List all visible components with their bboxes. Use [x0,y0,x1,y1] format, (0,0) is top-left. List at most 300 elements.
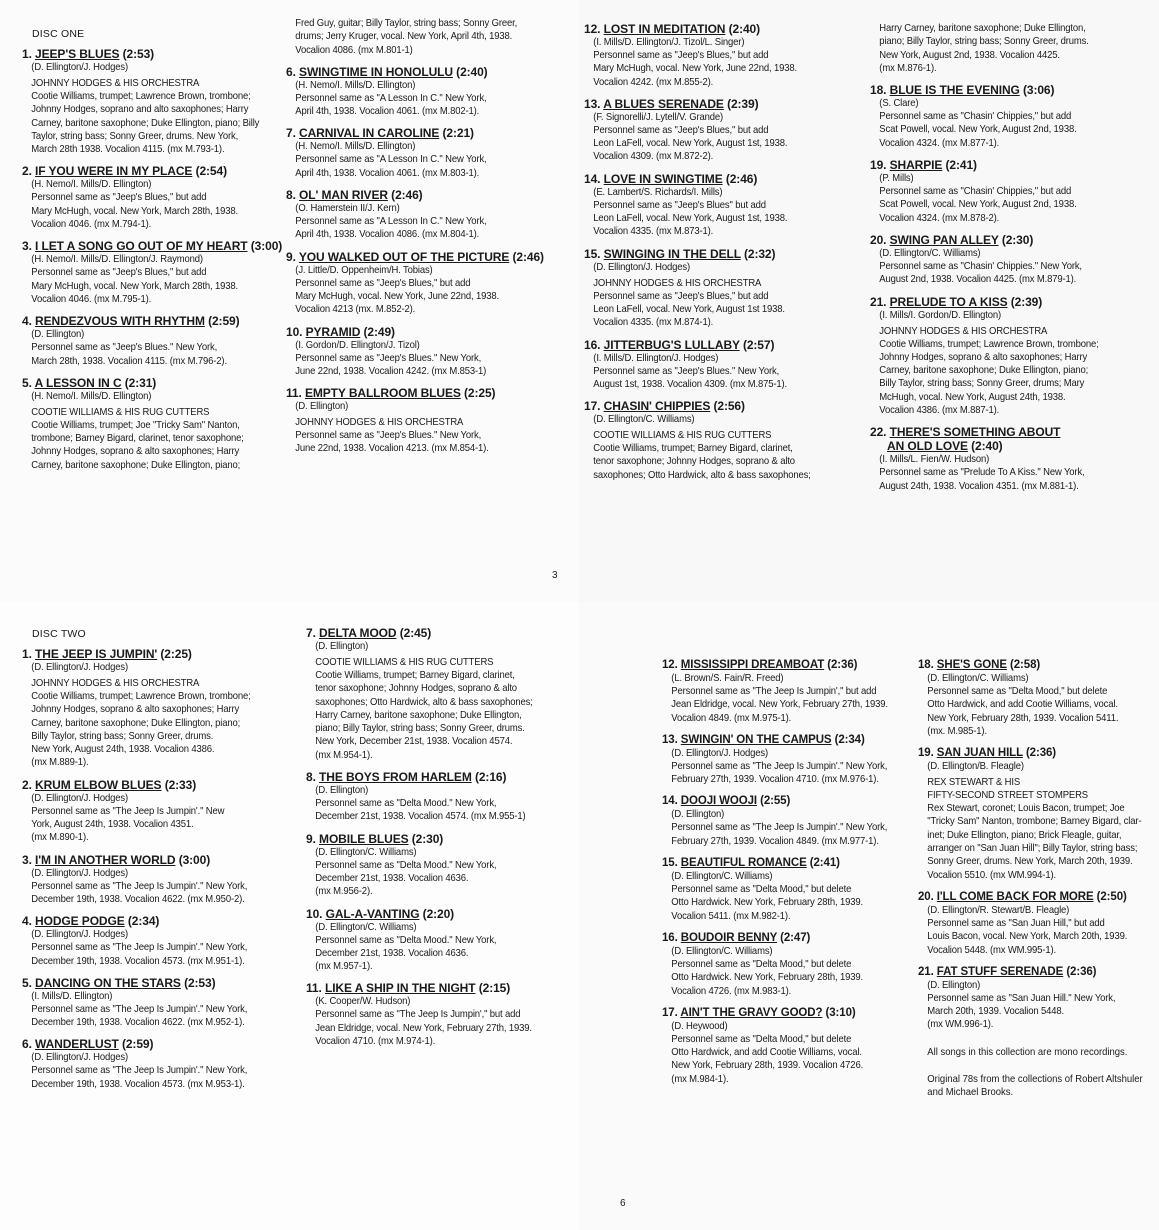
personnel-line: New York, December 21st, 1938. Vocalion 4574. [315,736,513,748]
track-entry [584,97,859,164]
track-entry [584,338,859,392]
composer-credit: (H. Nemo/I. Mills/D. Ellington) [295,79,416,91]
track-title: JITTERBUG'S LULLABY [603,337,740,352]
track-heading [306,770,571,784]
track-details [286,400,572,456]
track-heading [870,425,1150,439]
track-list [918,658,1154,1032]
track-title: HODGE PODGE [35,914,125,929]
personnel-line: Cootie Williams, trumpet; Joe "Tricky Sam" Nanton, [31,419,240,431]
track-duration: (2:40) [728,22,761,36]
track-duration: (2:16) [474,770,507,785]
track-heading [584,247,859,261]
track-details [306,995,581,1048]
track-duration: (2:30) [411,831,444,846]
track-title: WANDERLUST [35,1037,119,1052]
composer-credit: (I. Gordon/D. Ellington/J. Tizol) [295,339,420,351]
personnel-line: Carney, baritone saxophone; Duke Ellington, piano; [879,365,1089,377]
track-details [870,309,1159,418]
track-duration: (2:25) [464,386,496,401]
track-details [22,867,304,907]
personnel-line: Personnel same as "Chasin' Chippies," but add [879,186,1072,198]
track-heading [286,386,561,400]
band-name: JOHNNY HODGES & HIS ORCHESTRA [295,417,464,429]
personnel-line: Personnel same as "The Jeep Is Jumpin'." New [31,805,225,817]
track-entry [584,22,859,89]
panel-disc-one-page-3 [0,0,578,602]
composer-credit: (D. Ellington/J. Hodges) [31,62,129,73]
band-name: REX STEWART & HIS [927,777,1021,789]
panel-disc-one-page-4 [578,0,1159,602]
track-number: 21. [870,294,887,309]
personnel-line: Personnel same as "Jeep's Blues," but add [593,50,769,61]
track-heading [22,314,287,328]
personnel-line: April 4th, 1938. Vocalion 4061. (mx M.802-1). [295,106,480,118]
track-duration: (2:57) [742,337,775,352]
track-title: IF YOU WERE IN MY PLACE [35,164,193,179]
track-heading [22,376,287,390]
mono-note: All songs in this collection are mono recordings. [927,1046,1128,1058]
track-details [662,747,912,787]
column-left [584,22,859,490]
band-name: COOTIE WILLIAMS & HIS RUG CUTTERS [31,406,210,418]
personnel-line: Personnel same as "Delta Mood." New York, [315,798,497,810]
track-number: 7. [306,626,316,640]
track-duration: (2:30) [1001,232,1034,247]
personnel-line: Vocalion 4335. (mx M.873-1). [593,226,714,238]
text-line: and Michael Brooks. [927,1086,1014,1098]
composer-credit: (D. Ellington/J. Hodges) [593,261,691,273]
personnel-line: Sonny Greer, drums. New York, March 20th, 1939. [927,856,1133,868]
track-entry [584,172,859,239]
composer-credit: (I. Mills/D. Ellington/J. Tizol/L. Singer) [593,37,745,48]
composer-credit: (L. Brown/S. Fain/R. Freed) [671,673,784,684]
track-details [662,945,912,998]
track-entry [286,188,561,242]
track-details [870,247,1159,287]
track-details [584,111,870,164]
track-number: 12. [584,22,601,36]
track-heading [22,647,294,661]
collections-note [918,1073,1159,1099]
track-entry [918,890,1154,957]
panel-disc-two-page-5 [0,602,578,1230]
track-title: PRELUDE TO A KISS [889,294,1008,309]
personnel-line: New York, August 24th, 1938. Vocalion 4386. [31,744,215,756]
track-entry [662,856,902,923]
composer-credit: (D. Ellington/C. Williams) [879,247,981,259]
track-duration: (2:49) [363,324,395,339]
track-entry [870,83,1150,150]
track-heading [22,239,287,253]
track-entry [662,931,902,998]
track-heading [584,172,859,186]
composer-credit: (I. Mills/D. Ellington/J. Hodges) [593,352,719,364]
track-duration: (2:53) [184,975,216,990]
text-line: Fred Guy, guitar; Billy Taylor, string bass; Sonny Greer, [295,18,518,29]
personnel-line: Leon LaFell, vocal. New York, August 1st 1938. [593,303,785,315]
track-details [22,61,297,156]
composer-credit: (D. Ellington/J. Hodges) [31,929,129,941]
personnel-line: Vocalion 5448. (mx WM.995-1). [927,944,1056,956]
personnel-line: (mx M.889-1). [31,757,89,769]
track-title: I LET A SONG GO OUT OF MY HEART [35,239,248,254]
personnel-line: Louis Bacon, vocal. New York, March 20th, 1939. [927,931,1128,943]
personnel-line: December 21st, 1938. Vocalion 4636. [315,947,469,959]
personnel-line: Leon LaFell, vocal. New York, August 1st, 1938. [593,213,788,225]
track-details [662,808,912,848]
track-details [584,36,870,89]
track-entry [22,1037,294,1091]
track-number: 14. [662,795,678,808]
track-duration: (2:32) [743,246,776,261]
track-number: 4. [22,914,32,929]
personnel-line: "Tricky Sam" Nanton, trombone; Barney Bigard, clar- [927,816,1142,828]
track-entry [22,164,287,231]
track-heading [286,325,561,339]
track-duration: (2:25) [160,647,192,661]
personnel-line: New York, February 28th, 1939. Vocalion 5411. [927,712,1119,724]
track-entry [918,965,1154,1032]
track-details [22,328,297,368]
personnel-line: Vocalion 4046. (mx M.794-1). [31,219,152,231]
track-title: KRUM ELBOW BLUES [35,777,162,792]
track-list [662,658,902,1086]
track-number: 11. [306,981,322,996]
track-details [22,990,304,1030]
personnel-line: December 21st, 1938. Vocalion 4636. [315,872,469,884]
track-heading [870,158,1150,172]
disc-label: DISC TWO [32,628,86,640]
track-number: 3. [22,852,32,867]
personnel-line: December 19th, 1938. Vocalion 4573. (mx M.953-1). [31,1078,245,1090]
personnel-line: Johnny Hodges, soprano and alto saxophones; Harry [31,104,249,116]
personnel-line: Vocalion 4213 (mx. M.852-2). [295,304,416,316]
track-title: MISSISSIPPI DREAMBOAT [680,659,825,671]
composer-credit: (J. Little/D. Oppenheim/H. Tobias) [295,264,433,276]
track-duration: (2:58) [1010,659,1041,671]
track-title: MOBILE BLUES [319,831,409,846]
composer-credit: (D. Ellington/C. Williams) [593,414,695,426]
track-entry [22,314,287,368]
track-duration: (2:34) [127,914,160,929]
personnel-line: Otto Hardwick. New York, February 28th, 1939. [671,972,864,984]
track-title: JEEP'S BLUES [35,47,120,61]
continued-personnel [870,22,1159,75]
personnel-line: December 19th, 1938. Vocalion 4573. (mx M.951-1). [31,955,245,967]
personnel-line: (mx M.984-1). [671,1073,729,1085]
track-title: CARNIVAL IN CAROLINE [299,126,440,141]
personnel-line: McHugh, vocal. New York, August 24th, 1938. [879,391,1066,403]
column-right [306,626,571,1056]
personnel-line: Cootie Williams, trumpet; Lawrence Brown, trombone; [879,338,1099,350]
track-list [870,83,1150,493]
track-number: 13. [662,733,678,746]
personnel-line: Personnel same as "Delta Mood," but delete [927,686,1108,697]
track-entry [22,778,294,845]
track-title: FAT STUFF SERENADE [936,965,1064,978]
personnel-line: August 1st, 1938. Vocalion 4309. (mx M.875-1). [593,378,788,390]
personnel-line: December 19th, 1938. Vocalion 4622. (mx M.950-2). [31,893,245,905]
track-entry [22,47,287,156]
personnel-line: Personnel same as "Prelude To A Kiss." New York, [879,467,1085,479]
composer-credit: (D. Ellington/C. Williams) [671,945,773,957]
personnel-line: Personnel same as "San Juan Hill," but add [927,917,1105,929]
composer-credit: (D. Ellington/J. Hodges) [31,1052,129,1064]
track-entry [584,399,859,482]
personnel-line: February 27th, 1939. Vocalion 4849. (mx M.977-1). [671,835,879,847]
track-duration: (3:00) [250,239,283,254]
band-name: COOTIE WILLIAMS & HIS RUG CUTTERS [593,430,772,442]
personnel-line: August 24th, 1938. Vocalion 4351. (mx M.881-1). [879,480,1079,492]
personnel-line: Cootie Williams, trumpet; Lawrence Brown, trombone; [31,691,251,702]
track-duration: (3:06) [1022,83,1055,98]
track-title: BLUE IS THE EVENING [889,83,1020,98]
personnel-line: Vocalion 4386. (mx M.887-1). [879,405,1000,417]
track-heading [918,658,1154,672]
track-number: 2. [22,777,32,792]
track-duration: (2:36) [1025,747,1057,760]
personnel-line: Scat Powell, vocal. New York, August 2nd, 1938. [879,124,1077,136]
personnel-line: April 4th, 1938. Vocalion 4061. (mx M.803-1). [295,167,480,179]
track-duration: (3:00) [178,852,211,867]
personnel-line: Vocalion 4309. (mx M.872-2). [593,151,714,163]
track-duration: (2:59) [208,314,240,329]
track-title: YOU WALKED OUT OF THE PICTURE [298,249,510,264]
track-duration: (2:46) [725,171,758,186]
personnel-line: Personnel same as "A Lesson In C." New York, [295,154,487,166]
composer-credit: (P. Mills) [879,173,914,185]
composer-credit: (H. Nemo/I. Mills/D. Ellington) [295,141,416,153]
track-title: DOOJI WOOJI [680,795,758,808]
personnel-line: Personnel same as "Jeep's Blues" but add [593,199,766,211]
composer-credit: (H. Nemo/I. Mills/D. Ellington/J. Raymond) [31,254,203,266]
personnel-line: Carney, baritone saxophone; Duke Ellington, piano; Billy [31,117,260,129]
track-details [584,261,870,330]
track-entry [286,65,561,119]
personnel-line: Personnel same as "Delta Mood." New York, [315,934,497,946]
track-duration: (2:31) [124,375,157,390]
composer-credit: (I. Mills/L. Fien/W. Hudson) [879,454,990,466]
composer-credit: (D. Ellington/C. Williams) [927,673,1029,684]
track-number: 1. [22,647,32,661]
personnel-line: Vocalion 4242. (mx M.855-2). [593,76,714,88]
track-number: 14. [584,171,601,186]
personnel-line: Vocalion 4726. (mx M.983-1). [671,985,792,997]
track-details [584,186,870,239]
track-title: I'M IN ANOTHER WORLD [35,852,176,867]
personnel-line: Personnel same as "Delta Mood," but delete [671,1033,852,1045]
track-title: LOST IN MEDITATION [603,22,726,36]
track-duration: (2:36) [1066,965,1097,978]
track-duration: (2:40) [971,439,1003,454]
track-heading [22,47,287,61]
personnel-line: Personnel same as "San Juan Hill." New York, [927,992,1116,1004]
track-details [918,904,1159,957]
composer-credit: (D. Ellington/B. Fleagle) [927,761,1024,773]
text-line: (mx M.876-1). [879,62,937,74]
personnel-line: Johnny Hodges, soprano & alto saxophones; Harry [879,351,1088,363]
track-number: 5. [22,375,32,390]
composer-credit: (D. Ellington/C. Williams) [671,871,773,883]
personnel-line: Personnel same as "Chasin' Chippies." New York, [879,260,1082,272]
track-title: CHASIN' CHIPPIES [603,399,711,414]
personnel-line: Personnel same as "Jeep's Blues." New York, [295,430,482,442]
track-details [22,253,297,306]
track-number: 11. [286,386,302,401]
personnel-line: Personnel same as "Jeep's Blues," but add [593,290,769,302]
band-name: COOTIE WILLIAMS & HIS RUG CUTTERS [315,657,494,668]
personnel-line: February 27th, 1939. Vocalion 4710. (mx M.976-1). [671,774,879,786]
track-title: LIKE A SHIP IN THE NIGHT [324,981,476,996]
composer-credit: (D. Ellington) [671,809,725,821]
track-title: RENDEZVOUS WITH RHYTHM [35,314,205,329]
personnel-line: Personnel same as "Chasin' Chippies," but add [879,111,1072,123]
text-line: New York, August 2nd, 1938. Vocalion 4425. [879,49,1060,61]
track-details [918,760,1159,882]
personnel-line: Personnel same as "The Jeep Is Jumpin'," but add [671,686,877,697]
personnel-line: Otto Hardwick, and add Cootie Williams, vocal. [927,699,1118,711]
personnel-line: Personnel same as "Jeep's Blues," but add [31,267,207,279]
track-title: SAN JUAN HILL [936,747,1023,760]
track-title: GAL-A-VANTING [325,906,420,921]
personnel-line: December 21st, 1938. Vocalion 4574. (mx M.955-1) [315,811,526,823]
track-details [870,97,1159,150]
track-list [286,65,561,456]
personnel-line: (mx M.954-1). [315,749,373,761]
composer-credit: (I. Mills/D. Ellington) [31,990,113,1002]
track-number: 16. [584,337,601,352]
track-entry [306,981,571,1048]
personnel-line: inet; Duke Ellington, piano; Brick Fleagle, guitar, [927,829,1122,841]
track-entry [918,658,1154,738]
personnel-line: Vocalion 4046. (mx M.795-1). [31,293,152,305]
track-number: 13. [584,96,601,111]
track-heading [22,164,287,178]
track-entry [22,976,294,1030]
track-title: SHARPIE [889,158,943,173]
track-details [918,672,1159,738]
composer-credit: (H. Nemo/I. Mills/D. Ellington) [31,390,152,402]
track-number: 20. [870,232,887,247]
track-details [22,390,297,472]
track-number: 15. [584,246,601,261]
track-list [306,626,571,1048]
personnel-line: December 19th, 1938. Vocalion 4622. (mx M.952-1). [31,1017,245,1029]
personnel-line: Personnel same as "Jeep's Blues." New York, [295,352,482,364]
track-list [584,22,859,482]
personnel-line: Johnny Hodges, soprano & alto saxophones; Harry [31,446,240,458]
composer-credit: (D. Heywood) [671,1020,728,1032]
track-number: 1. [22,47,32,61]
personnel-line: Cootie Williams, trumpet; Barney Bigard, clarinet, [593,443,793,455]
personnel-line: April 4th, 1938. Vocalion 4086. (mx M.804-1). [295,229,480,241]
track-entry [306,832,571,899]
track-details [870,172,1159,225]
track-title: THE BOYS FROM HARLEM [319,770,472,785]
personnel-line: Personnel same as "The Jeep Is Jumpin'," but add [315,1009,521,1021]
track-entry [22,647,294,770]
column-right [918,658,1154,1099]
composer-credit: (D. Ellington/J. Hodges) [31,792,129,804]
personnel-line: New York, February 28th, 1939. Vocalion 4726. [671,1060,864,1072]
track-entry [306,770,571,824]
personnel-line: Vocalion 4710. (mx M.974-1). [315,1036,436,1048]
track-duration: (2:34) [834,733,865,746]
track-entry [306,907,571,974]
composer-credit: (D. Ellington) [31,329,85,341]
personnel-line: June 22nd, 1938. Vocalion 4213. (mx M.854-1). [295,443,489,455]
personnel-line: Personnel same as "Jeep's Blues," but add [295,277,471,289]
track-heading [584,22,859,36]
track-heading-cont [870,439,1150,453]
personnel-line: Otto Hardwick, and add Cootie Williams, vocal. [671,1047,862,1059]
personnel-line: (mx M.890-1). [31,832,89,844]
track-heading [918,746,1154,760]
track-entry [286,126,561,180]
track-title: I'LL COME BACK FOR MORE [936,890,1094,903]
personnel-line: saxophones; Otto Hardwick, alto & bass saxophones; [593,469,811,481]
track-duration: (2:36) [827,659,858,671]
personnel-line: August 2nd, 1938. Vocalion 4425. (mx M.879-1). [879,274,1077,286]
track-entry [870,233,1150,287]
personnel-line: Personnel same as "The Jeep Is Jumpin'." New York, [671,760,888,772]
personnel-line: Cootie Williams, trumpet; Barney Bigard, clarinet, [315,670,515,681]
track-list [22,47,287,472]
track-duration: (2:40) [456,64,488,79]
composer-credit: (K. Cooper/W. Hudson) [315,996,411,1008]
track-entry [870,425,1150,493]
track-number: 8. [286,188,296,203]
track-details [662,870,912,923]
personnel-line: Personnel same as "Jeep's Blues." New York, [593,365,780,377]
track-heading [870,295,1150,309]
text-line: drums; Jerry Kruger, vocal. New York, April 4th, 1938. [295,31,513,43]
composer-credit: (D. Ellington/J. Hodges) [671,747,769,759]
track-entry [22,239,287,306]
personnel-line: tenor saxophone; Johnny Hodges, soprano & alto [593,456,795,468]
track-duration: (2:39) [1010,294,1043,309]
personnel-line: Billy Taylor, string bass; Sonny Greer, drums; Mary [879,378,1085,390]
track-details [306,921,581,974]
column-right [286,17,561,464]
track-number: 22. [870,425,887,440]
band-name: JOHNNY HODGES & HIS ORCHESTRA [593,277,762,289]
column-right [870,22,1150,501]
track-details [286,140,572,180]
track-duration: (2:33) [164,777,197,792]
track-title: SWING PAN ALLEY [889,232,999,247]
composer-credit: (D. Ellington/J. Hodges) [31,662,129,673]
composer-credit: (D. Ellington/C. Williams) [315,846,417,858]
track-title-cont: AN OLD LOVE [887,439,968,454]
personnel-line: Personnel same as "The Jeep Is Jumpin'." New York, [671,822,888,834]
personnel-line: Vocalion 4324. (mx M.877-1). [879,137,1000,149]
track-heading [286,65,561,79]
track-title: THE JEEP IS JUMPIN' [35,647,158,661]
text-line: Harry Carney, baritone saxophone; Duke Ellington, [879,23,1086,34]
personnel-line: Vocalion 5510. (mx WM.994-1). [927,869,1056,881]
track-heading [306,832,571,846]
track-title: PYRAMID [305,324,361,339]
track-entry [286,325,561,379]
track-heading [286,126,561,140]
text-line: piano; Billy Taylor, string bass; Sonny Greer, drums. [879,36,1089,48]
track-title: A BLUES SERENADE [603,96,724,111]
personnel-line: Personnel same as "The Jeep Is Jumpin'." New York, [31,1003,248,1015]
track-details [286,79,572,119]
personnel-line: tenor saxophone; Johnny Hodges, soprano & alto [315,683,517,695]
